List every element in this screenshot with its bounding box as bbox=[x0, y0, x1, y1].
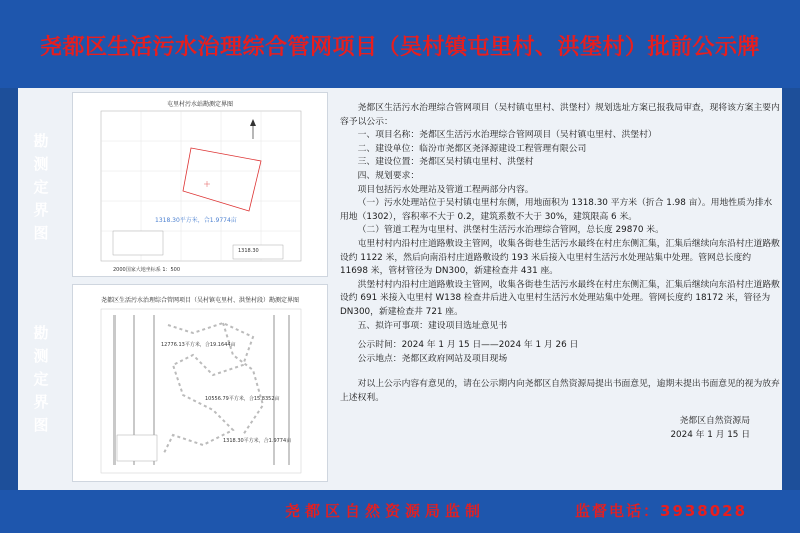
north-arrow-icon bbox=[250, 119, 256, 139]
side-char: 定 bbox=[33, 178, 49, 196]
header-bar bbox=[0, 0, 800, 88]
side-char: 测 bbox=[33, 347, 49, 365]
footer-producer: 尧都区自然资源局监制 bbox=[285, 502, 486, 520]
side-char: 图 bbox=[33, 416, 49, 434]
publish-place: 公示地点：尧都区政府网站及项目现场 bbox=[357, 353, 508, 364]
item-project-name: 一、项目名称：尧都区生活污水治理综合管网项目（吴村镇屯里村、洪堡村） bbox=[357, 130, 657, 141]
map1-title: 屯里村污水站勘测定界图 bbox=[166, 101, 233, 108]
side-char: 勘 bbox=[33, 132, 49, 150]
sub-pipeline: （二）管道工程为屯里村、洪堡村生活污水治理综合管网，总长度 29870 米。 bbox=[357, 225, 664, 236]
map2-note3: 1318.30平方米，合1.9774亩 bbox=[223, 438, 292, 444]
side-char: 界 bbox=[33, 393, 49, 411]
side-char: 界 bbox=[33, 201, 49, 219]
item-permit: 五、拟许可事项：建设项目选址意见书 bbox=[357, 320, 508, 331]
footer-bar bbox=[0, 490, 800, 533]
item-builder: 二、建设单位：临汾市尧都区尧泽源建设工程管理有限公司 bbox=[357, 143, 587, 154]
publish-time: 公示时间：2024 年 1 月 15 日——2024 年 1 月 26 日 bbox=[357, 340, 579, 351]
para-tunli: 屯里村村内沿村庄道路敷设主管网，收集各街巷生活污水最终在村庄东侧汇集，汇集后继续向东沿村庄道路敷设约 1122 米，然后向南沿村庄道路敷设约 193 米后接入屯里村生活污水处理站集中处理。管网总长度约 11698 米，管材管径为 DN300，新建检查井 431 座。 bbox=[340, 238, 780, 277]
para-hongbao: 洪堡村村内沿村庄道路敷设主管网，收集各街巷生活污水最终在村庄东侧汇集，汇集后继续向东沿村庄道路敷设约 691 米接入屯里村 W138 检查井后进入屯里村生活污水处理站集中处理。管网长度约 18172 米，管径为 DN300，新建检查井 721 座。 bbox=[340, 279, 780, 317]
requirements-desc: 项目包括污水处理站及管道工程两部分内容。 bbox=[357, 184, 534, 195]
side-char: 定 bbox=[33, 370, 49, 388]
side-label-bottom bbox=[18, 322, 64, 437]
map1-legend-note: 1318.30 bbox=[238, 248, 259, 254]
sub-station: （一）污水处理站位于吴村镇屯里村东侧，用地面积为 1318.30 平方米（折合 1.98 亩）。用地性质为排水用地（1302），容积率不大于 0.2，建筑系数不大于 30%，建筑限高 6 米。 bbox=[340, 198, 773, 222]
page-title: 尧都区生活污水治理综合管网项目（吴村镇屯里村、洪堡村）批前公示牌 bbox=[39, 35, 760, 60]
side-char: 勘 bbox=[33, 324, 49, 342]
side-char: 图 bbox=[33, 224, 49, 242]
map1-area-note: 1318.30平方米，合1.9774亩 bbox=[155, 217, 237, 224]
date: 2024 年 1 月 15 日 bbox=[670, 430, 750, 441]
item-location: 三、建设位置：尧都区吴村镇屯里村、洪堡村 bbox=[357, 157, 534, 168]
side-char: 测 bbox=[33, 155, 49, 173]
intro-paragraph: 尧都区生活污水治理综合管网项目（吴村镇屯里村、洪堡村）规划选址方案已报我局审查，现将该方案主要内容予以公示： bbox=[340, 103, 780, 127]
map2-title: 尧都区生活污水治理综合管网项目（吴村镇屯里村、洪堡村段）勘测定界图 bbox=[100, 297, 299, 304]
footer-phone: 监督电话：3938028 bbox=[575, 502, 748, 520]
survey-map-network bbox=[72, 284, 328, 482]
side-label-top bbox=[18, 130, 64, 245]
item-requirements: 四、规划要求： bbox=[357, 170, 420, 181]
map1-drawing bbox=[73, 93, 328, 277]
announcement-body bbox=[340, 102, 780, 443]
map2-note1: 12776.13平方米，合19.1644亩 bbox=[161, 342, 236, 348]
map2-drawing bbox=[73, 285, 328, 482]
survey-map-station bbox=[72, 92, 328, 277]
map1-scale-note: 2000国家大地坐标系 1：500 bbox=[113, 267, 181, 273]
closing-paragraph: 对以上公示内容有意见的，请在公示期内向尧都区自然资源局提出书面意见，逾期未提出书面意见的视为放弃上述权利。 bbox=[340, 379, 780, 403]
signature: 尧都区自然资源局 bbox=[679, 416, 750, 427]
map2-note2: 10556.79平方米，合15.8352亩 bbox=[205, 396, 280, 402]
